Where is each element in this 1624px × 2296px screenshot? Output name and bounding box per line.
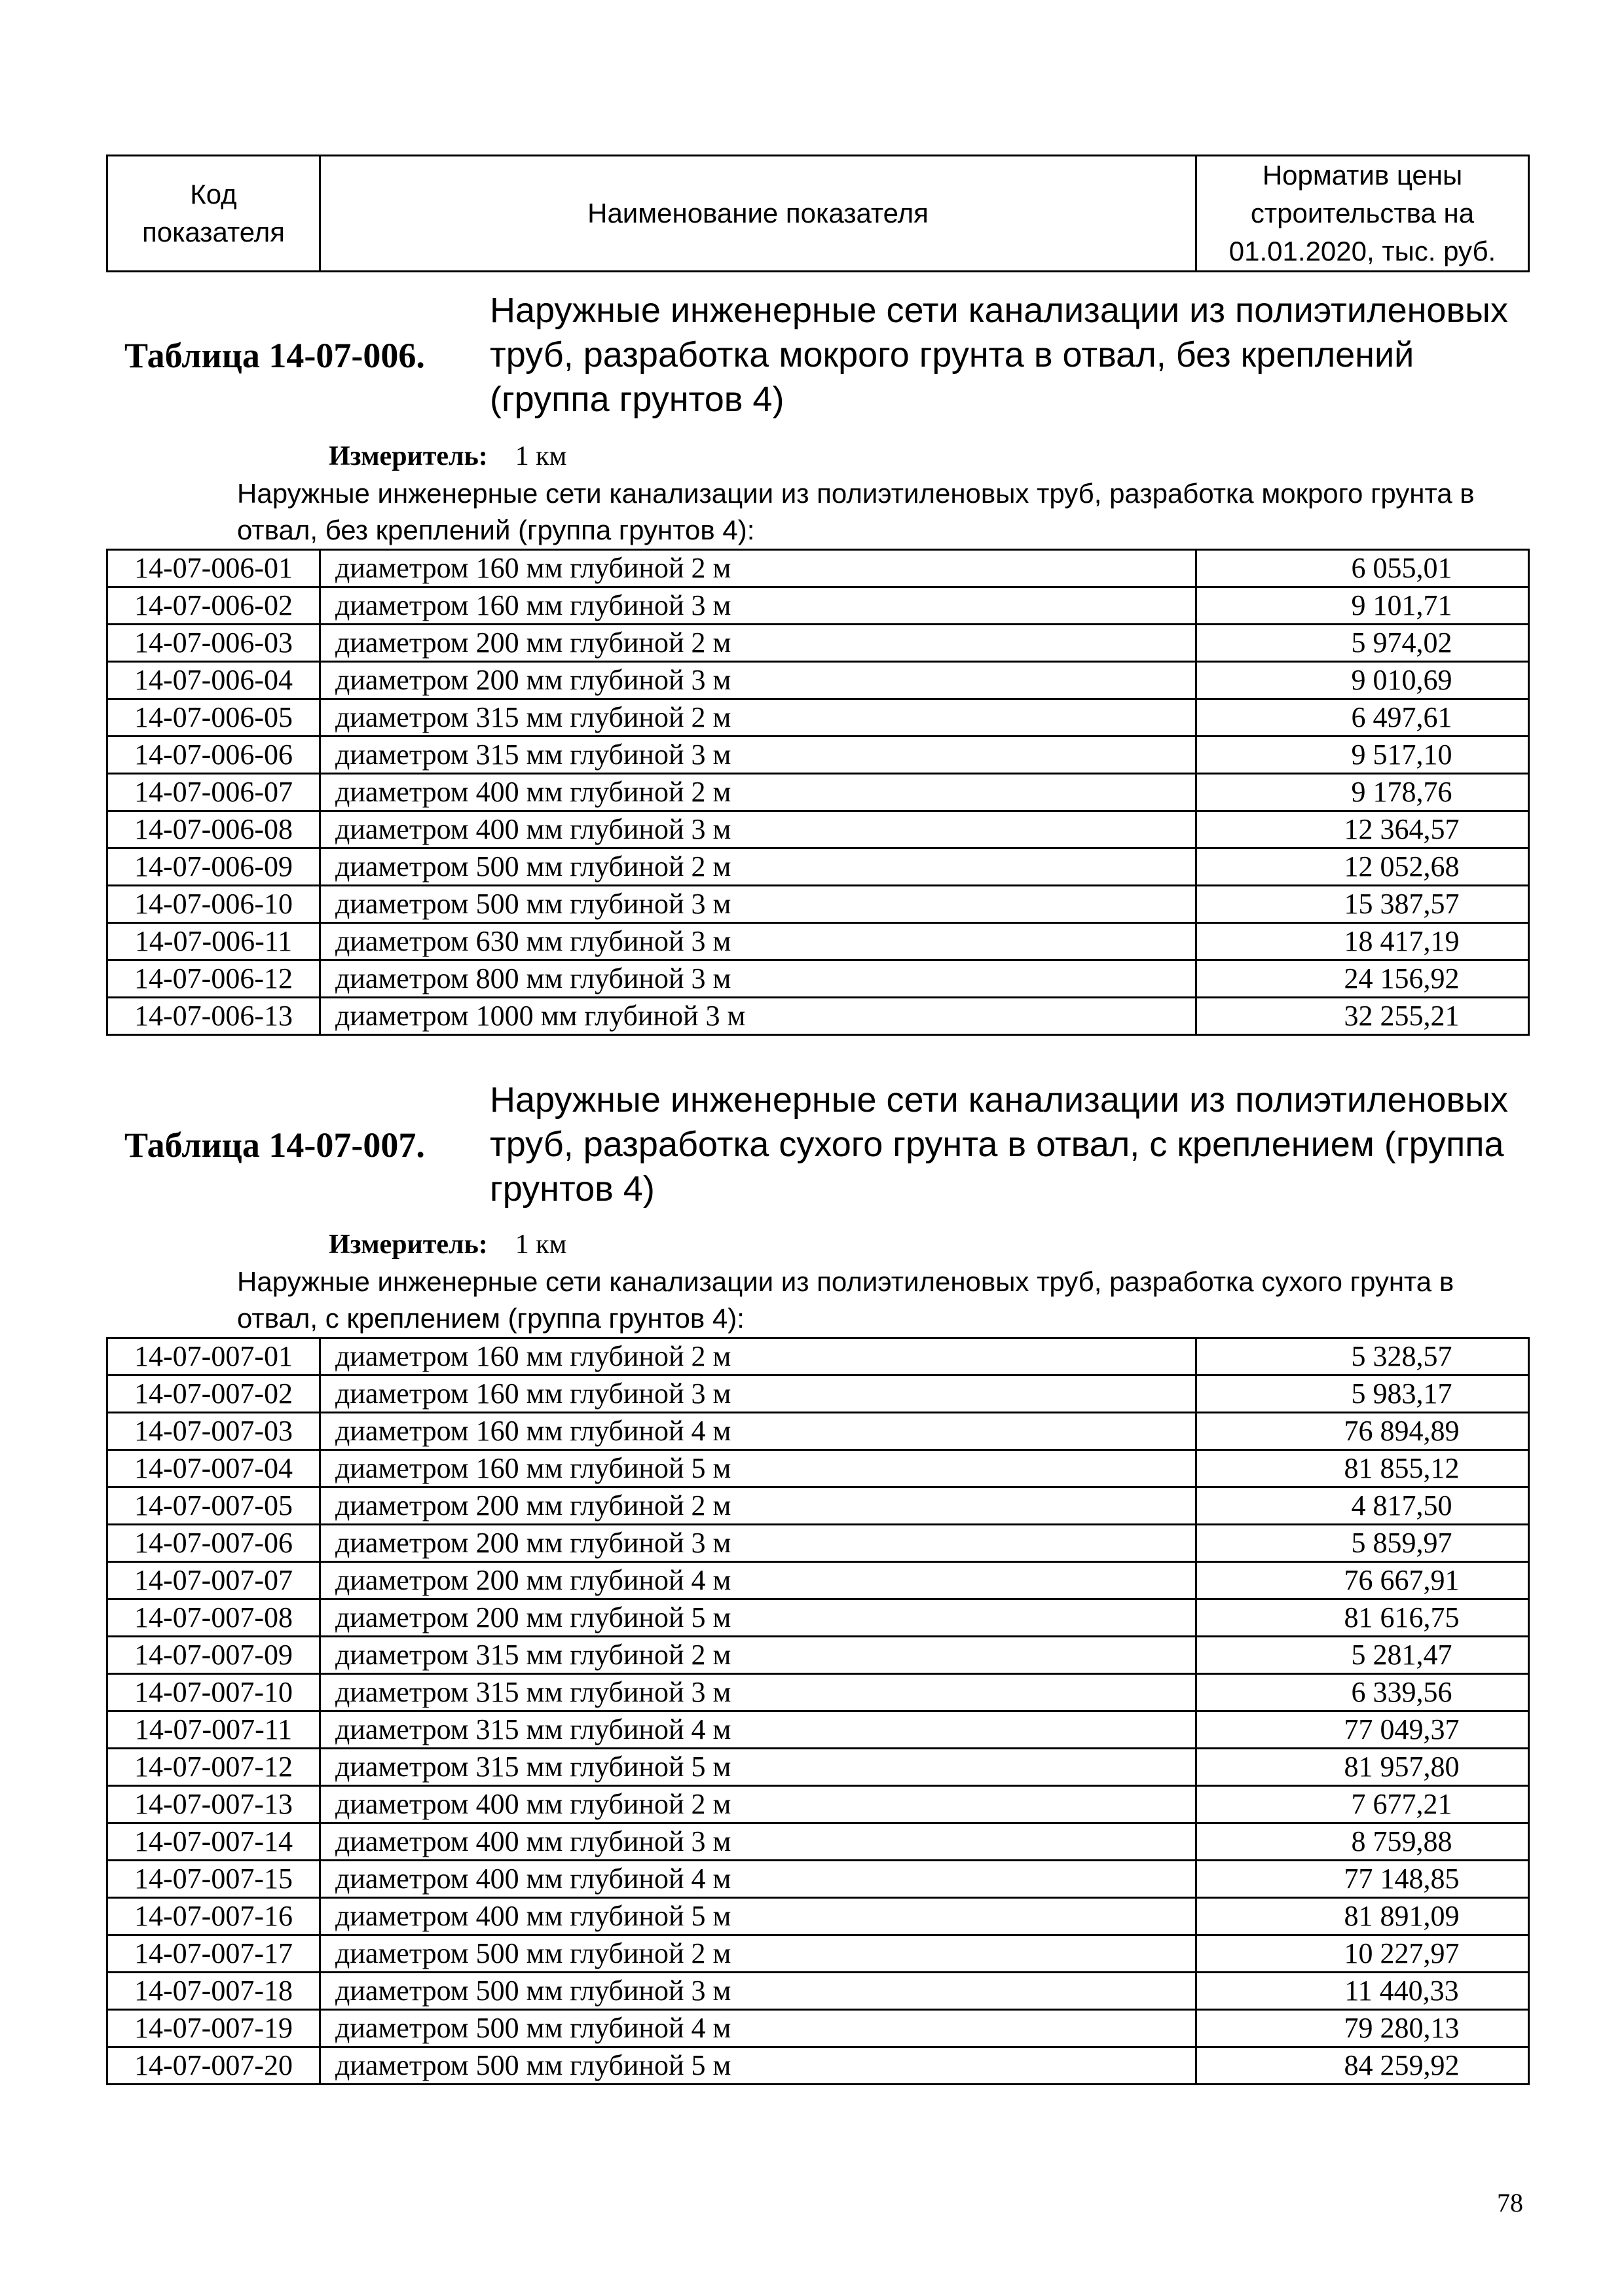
column-header-code: Код показателя [107, 156, 320, 272]
table-006-label: Таблица 14-07-006. [124, 336, 425, 375]
row-name-cell: диаметром 400 мм глубиной 4 м [320, 1861, 1196, 1898]
row-name-cell: диаметром 160 мм глубиной 2 м [320, 550, 1196, 587]
table-007-label: Таблица 14-07-007. [124, 1125, 425, 1165]
row-name-cell: диаметром 315 мм глубиной 4 м [320, 1711, 1196, 1749]
row-value-cell: 5 974,02 [1196, 625, 1529, 662]
row-code-cell: 14-07-006-13 [107, 998, 320, 1035]
row-code-cell: 14-07-007-15 [107, 1861, 320, 1898]
row-value-cell: 81 855,12 [1196, 1450, 1529, 1487]
table-row [107, 587, 1529, 625]
table-007-measure [329, 1228, 566, 1261]
row-value-cell: 9 101,71 [1196, 587, 1529, 625]
row-code-cell: 14-07-007-08 [107, 1599, 320, 1637]
table-row [107, 1599, 1529, 1637]
row-code-cell: 14-07-007-09 [107, 1637, 320, 1674]
row-value-cell: 12 364,57 [1196, 811, 1529, 848]
row-code-cell: 14-07-007-03 [107, 1413, 320, 1450]
table-007-description: Наружные инженерные сети канализации из полиэтиленовых труб, разработка сухого грунта в отвал, с креплением (группа грунтов 4): [237, 1266, 1454, 1334]
row-name-cell: диаметром 200 мм глубиной 2 м [320, 625, 1196, 662]
table-row [107, 1711, 1529, 1749]
row-code-cell: 14-07-007-04 [107, 1450, 320, 1487]
column-header-row [107, 156, 1529, 272]
row-name-cell: диаметром 315 мм глубиной 5 м [320, 1749, 1196, 1786]
table-row [107, 774, 1529, 811]
row-name-cell: диаметром 200 мм глубиной 4 м [320, 1562, 1196, 1599]
row-code-cell: 14-07-007-06 [107, 1525, 320, 1562]
row-code-cell: 14-07-007-19 [107, 2010, 320, 2047]
row-name-cell: диаметром 160 мм глубиной 5 м [320, 1450, 1196, 1487]
row-name-cell: диаметром 500 мм глубиной 2 м [320, 848, 1196, 886]
row-name-cell: диаметром 500 мм глубиной 3 м [320, 1973, 1196, 2010]
row-value-cell: 84 259,92 [1196, 2047, 1529, 2085]
table-006-title: Наружные инженерные сети канализации из полиэтиленовых труб, разработка мокрого грунта в отвал, без креплений (группа грунтов 4) [490, 291, 1508, 419]
table-row [107, 1823, 1529, 1861]
row-code-cell: 14-07-006-07 [107, 774, 320, 811]
table-row [107, 923, 1529, 960]
row-name-cell: диаметром 400 мм глубиной 3 м [320, 1823, 1196, 1861]
row-name-cell: диаметром 500 мм глубиной 3 м [320, 886, 1196, 923]
row-name-cell: диаметром 500 мм глубиной 2 м [320, 1935, 1196, 1973]
row-code-cell: 14-07-007-13 [107, 1786, 320, 1823]
row-value-cell: 10 227,97 [1196, 1935, 1529, 1973]
row-value-cell: 9 178,76 [1196, 774, 1529, 811]
table-007-title: Наружные инженерные сети канализации из полиэтиленовых труб, разработка сухого грунта в отвал, с креплением (группа грунтов 4) [490, 1080, 1508, 1209]
row-name-cell: диаметром 160 мм глубиной 3 м [320, 1376, 1196, 1413]
row-value-cell: 5 328,57 [1196, 1338, 1529, 1376]
table-row [107, 1786, 1529, 1823]
row-code-cell: 14-07-006-04 [107, 662, 320, 699]
row-name-cell: диаметром 400 мм глубиной 2 м [320, 774, 1196, 811]
row-value-cell: 77 049,37 [1196, 1711, 1529, 1749]
row-code-cell: 14-07-007-07 [107, 1562, 320, 1599]
row-value-cell: 18 417,19 [1196, 923, 1529, 960]
table-row [107, 1413, 1529, 1450]
row-name-cell: диаметром 315 мм глубиной 2 м [320, 1637, 1196, 1674]
column-header-price: Норматив цены строительства на 01.01.2020, тыс. руб. [1196, 156, 1529, 272]
row-code-cell: 14-07-006-05 [107, 699, 320, 737]
row-value-cell: 7 677,21 [1196, 1786, 1529, 1823]
table-row [107, 1338, 1529, 1376]
table-row [107, 1861, 1529, 1898]
row-name-cell: диаметром 315 мм глубиной 2 м [320, 699, 1196, 737]
row-value-cell: 12 052,68 [1196, 848, 1529, 886]
row-value-cell: 24 156,92 [1196, 960, 1529, 998]
table-007-measure-label: Измеритель: [329, 1230, 488, 1260]
row-value-cell: 9 010,69 [1196, 662, 1529, 699]
row-name-cell: диаметром 160 мм глубиной 4 м [320, 1413, 1196, 1450]
row-code-cell: 14-07-007-11 [107, 1711, 320, 1749]
table-row [107, 1562, 1529, 1599]
row-value-cell: 4 817,50 [1196, 1487, 1529, 1525]
row-name-cell: диаметром 315 мм глубиной 3 м [320, 737, 1196, 774]
row-value-cell: 79 280,13 [1196, 2010, 1529, 2047]
table-row [107, 1935, 1529, 1973]
table-row [107, 550, 1529, 587]
row-value-cell: 76 894,89 [1196, 1413, 1529, 1450]
row-name-cell: диаметром 200 мм глубиной 5 м [320, 1599, 1196, 1637]
row-code-cell: 14-07-006-09 [107, 848, 320, 886]
row-code-cell: 14-07-007-18 [107, 1973, 320, 2010]
row-name-cell: диаметром 400 мм глубиной 3 м [320, 811, 1196, 848]
row-value-cell: 81 891,09 [1196, 1898, 1529, 1935]
row-code-cell: 14-07-007-01 [107, 1338, 320, 1376]
table-row [107, 1898, 1529, 1935]
table-row [107, 998, 1529, 1035]
row-name-cell: диаметром 315 мм глубиной 3 м [320, 1674, 1196, 1711]
row-value-cell: 6 339,56 [1196, 1674, 1529, 1711]
table-row [107, 1376, 1529, 1413]
row-code-cell: 14-07-006-11 [107, 923, 320, 960]
table-row [107, 1525, 1529, 1562]
table-row [107, 886, 1529, 923]
table-row [107, 2047, 1529, 2085]
row-name-cell: диаметром 400 мм глубиной 5 м [320, 1898, 1196, 1935]
row-name-cell: диаметром 160 мм глубиной 3 м [320, 587, 1196, 625]
table-row [107, 737, 1529, 774]
row-code-cell: 14-07-006-02 [107, 587, 320, 625]
row-code-cell: 14-07-007-12 [107, 1749, 320, 1786]
row-code-cell: 14-07-007-10 [107, 1674, 320, 1711]
table-006-measure-label: Измеритель: [329, 441, 488, 471]
row-code-cell: 14-07-006-03 [107, 625, 320, 662]
row-name-cell: диаметром 800 мм глубиной 3 м [320, 960, 1196, 998]
table-row [107, 848, 1529, 886]
row-name-cell: диаметром 160 мм глубиной 2 м [320, 1338, 1196, 1376]
row-code-cell: 14-07-006-08 [107, 811, 320, 848]
table-row [107, 625, 1529, 662]
row-code-cell: 14-07-007-20 [107, 2047, 320, 2085]
table-row [107, 699, 1529, 737]
table-007-measure-value: 1 км [515, 1230, 567, 1260]
row-value-cell: 81 957,80 [1196, 1749, 1529, 1786]
row-name-cell: диаметром 500 мм глубиной 5 м [320, 2047, 1196, 2085]
row-value-cell: 5 859,97 [1196, 1525, 1529, 1562]
row-code-cell: 14-07-007-05 [107, 1487, 320, 1525]
row-name-cell: диаметром 500 мм глубиной 4 м [320, 2010, 1196, 2047]
column-header-name: Наименование показателя [320, 156, 1196, 272]
table-row [107, 1674, 1529, 1711]
row-code-cell: 14-07-007-14 [107, 1823, 320, 1861]
row-value-cell: 76 667,91 [1196, 1562, 1529, 1599]
table-006-description: Наружные инженерные сети канализации из полиэтиленовых труб, разработка мокрого грунта в отвал, без креплений (группа грунтов 4): [237, 478, 1475, 545]
page-number: 78 [1497, 2188, 1523, 2217]
row-name-cell: диаметром 200 мм глубиной 3 м [320, 1525, 1196, 1562]
row-value-cell: 77 148,85 [1196, 1861, 1529, 1898]
row-code-cell: 14-07-007-02 [107, 1376, 320, 1413]
table-row [107, 2010, 1529, 2047]
row-value-cell: 15 387,57 [1196, 886, 1529, 923]
row-name-cell: диаметром 630 мм глубиной 3 м [320, 923, 1196, 960]
row-value-cell: 6 055,01 [1196, 550, 1529, 587]
table-006-measure [329, 440, 566, 473]
table-row [107, 662, 1529, 699]
row-value-cell: 6 497,61 [1196, 699, 1529, 737]
row-code-cell: 14-07-006-12 [107, 960, 320, 998]
row-code-cell: 14-07-006-10 [107, 886, 320, 923]
row-value-cell: 5 983,17 [1196, 1376, 1529, 1413]
row-name-cell: диаметром 1000 мм глубиной 3 м [320, 998, 1196, 1035]
row-code-cell: 14-07-007-16 [107, 1898, 320, 1935]
row-code-cell: 14-07-007-17 [107, 1935, 320, 1973]
row-value-cell: 8 759,88 [1196, 1823, 1529, 1861]
row-value-cell: 32 255,21 [1196, 998, 1529, 1035]
table-row [107, 1637, 1529, 1674]
row-value-cell: 11 440,33 [1196, 1973, 1529, 2010]
table-006-data [106, 549, 1530, 1036]
row-name-cell: диаметром 200 мм глубиной 3 м [320, 662, 1196, 699]
row-value-cell: 5 281,47 [1196, 1637, 1529, 1674]
column-header-table [106, 155, 1530, 272]
row-value-cell: 9 517,10 [1196, 737, 1529, 774]
table-row [107, 1749, 1529, 1786]
table-row [107, 811, 1529, 848]
row-name-cell: диаметром 400 мм глубиной 2 м [320, 1786, 1196, 1823]
table-row [107, 960, 1529, 998]
row-value-cell: 81 616,75 [1196, 1599, 1529, 1637]
row-code-cell: 14-07-006-06 [107, 737, 320, 774]
table-007-data [106, 1337, 1530, 2085]
row-code-cell: 14-07-006-01 [107, 550, 320, 587]
table-row [107, 1973, 1529, 2010]
table-row [107, 1487, 1529, 1525]
table-row [107, 1450, 1529, 1487]
table-006-measure-value: 1 км [515, 441, 567, 471]
row-name-cell: диаметром 200 мм глубиной 2 м [320, 1487, 1196, 1525]
